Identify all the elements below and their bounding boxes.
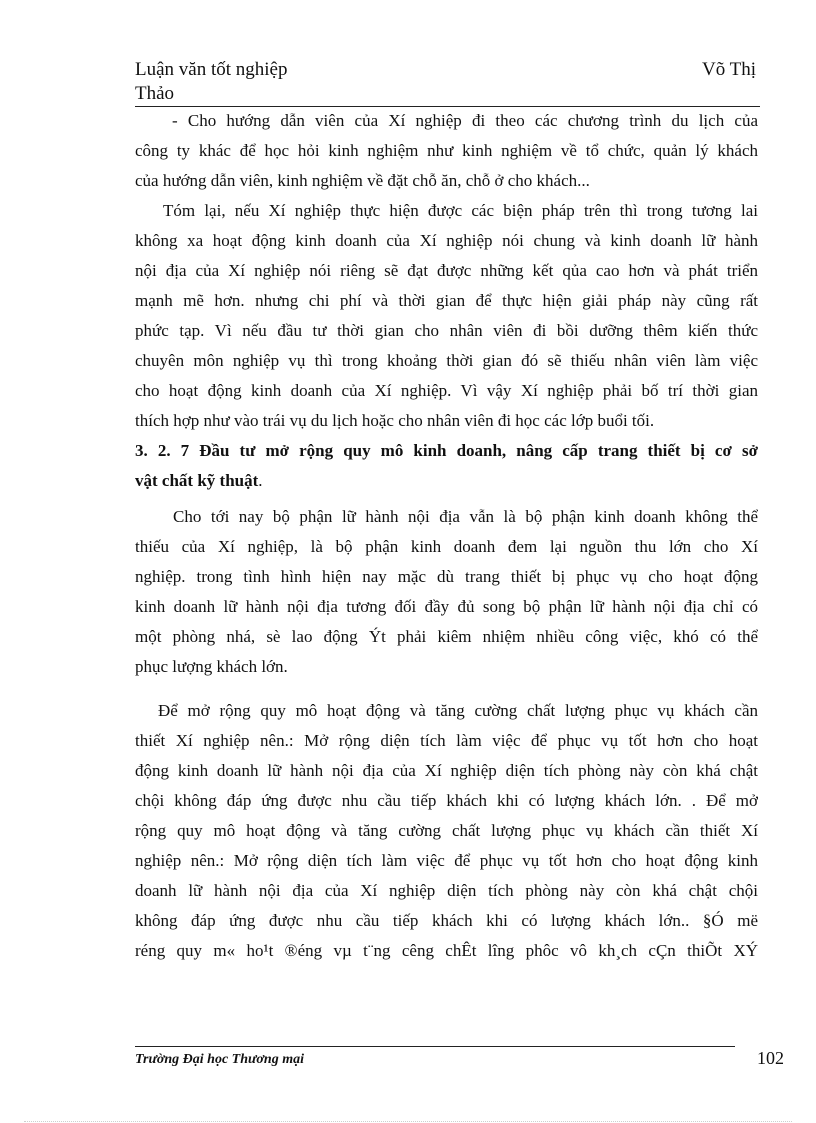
text-line: công ty khác để học hỏi kinh nghiệm như kinh nghiệm về tổ chức, quản lý khách (135, 141, 758, 160)
text-line: một phòng nhá, sè lao động Ýt phải kiêm nhiệm nhiều công việc, khó có thể (135, 627, 758, 646)
footer-divider (135, 1046, 735, 1047)
paragraph-4 (135, 696, 758, 966)
text-line: thích hợp như vào trái vụ du lịch hoặc cho nhân viên đi học các lớp buổi tối. (135, 411, 655, 430)
heading-line: 3. 2. 7 Đầu tư mở rộng quy mô kinh doanh, nâng cấp trang thiết bị cơ sở (135, 441, 758, 460)
text-line: rộng quy mô hoạt động và tăng cường chất lượng phục vụ khách cần thiết Xí (135, 821, 758, 840)
text-line: phục lượng khách lớn. (135, 657, 288, 676)
page-edge-dotted-line (24, 1121, 792, 1122)
text-line: nội địa của Xí nghiệp nói riêng sẽ đạt được những kết qủa cao hơn và phát triển (135, 261, 758, 280)
text-line: của hướng dẫn viên, kinh nghiệm về đặt chỗ ăn, chỗ ở cho khách... (135, 171, 590, 190)
text-line: chuyên môn nghiệp vụ thì trong khoảng thời gian đó sẽ thiếu nhân viên làm việc (135, 351, 758, 370)
text-line: Để mở rộng quy mô hoạt động và tăng cường chất lượng phục vụ khách cần (158, 701, 758, 720)
section-heading (135, 436, 758, 496)
text-line: kinh doanh lữ hành nội địa tương đối đầy đủ song bộ phận lữ hành nội địa chỉ có (135, 597, 758, 616)
header-author-continued: Thảo (135, 83, 175, 104)
paragraph-2 (135, 196, 758, 436)
text-line: mạnh mẽ hơn. nhưng chi phí và thời gian để thực hiện giải pháp này cũng rất (135, 291, 758, 310)
document-body (135, 106, 758, 966)
footer-school: Trường Đại học Thương mại (135, 1052, 304, 1067)
heading-text: vật chất kỹ thuật (135, 471, 259, 490)
header-title: Luận văn tốt nghiệp (135, 59, 288, 80)
text-line: không đáp ứng được nhu cầu tiếp khách khi có lượng khách lớn.. §Ó më (135, 911, 758, 930)
text-line: nghiệp nên.: Mở rộng diện tích làm việc để phục vụ tốt hơn cho hoạt động kinh (135, 851, 758, 870)
paragraph-1 (135, 106, 758, 196)
text-line: cho hoạt động kinh doanh của Xí nghiệp. Vì vậy Xí nghiệp phải bố trí thời gian (135, 381, 758, 400)
text-line: thiếu của Xí nghiệp, là bộ phận kinh doanh đem lại nguồn thu lớn cho Xí (135, 537, 758, 556)
text-line: nghiệp. trong tình hình hiện nay mặc dù trang thiết bị phục vụ cho hoạt động (135, 567, 758, 586)
heading-period: . (258, 471, 263, 490)
paragraph-3 (135, 502, 758, 682)
text-line: réng quy m« ho¹t ®éng vµ t¨ng cêng chÊt lîng phôc vô kh¸ch cÇn thiÕt XÝ (135, 941, 758, 960)
text-line: không xa hoạt động kinh doanh của Xí nghiệp nói chung và kinh doanh lữ hành (135, 231, 758, 250)
spacer (135, 682, 758, 696)
page-number: 102 (757, 1048, 784, 1068)
text-line: chội không đáp ứng được nhu cầu tiếp khách khi có lượng khách lớn. . Để mở (135, 791, 758, 810)
text-line: động kinh doanh lữ hành nội địa của Xí nghiệp diện tích phòng này còn khá chật (135, 761, 758, 780)
text-line: Cho tới nay bộ phận lữ hành nội địa vẫn là bộ phận kinh doanh không thể (173, 507, 758, 526)
header-author: Võ Thị (701, 59, 756, 80)
text-line: doanh lữ hành nội địa của Xí nghiệp diện tích phòng này còn khá chật chội (135, 881, 758, 900)
text-line: thiết Xí nghiệp nên.: Mở rộng diện tích làm việc để phục vụ tốt hơn cho hoạt (135, 731, 758, 750)
text-line: phức tạp. Vì nếu đầu tư thời gian cho nhân viên đi bồi dưỡng thêm kiến thức (135, 321, 758, 340)
text-line: Tóm lại, nếu Xí nghiệp thực hiện được các biện pháp trên thì trong tương lai (163, 201, 758, 220)
heading-line (135, 466, 758, 496)
text-line: - Cho hướng dẫn viên của Xí nghiệp đi theo các chương trình du lịch của (172, 111, 758, 130)
